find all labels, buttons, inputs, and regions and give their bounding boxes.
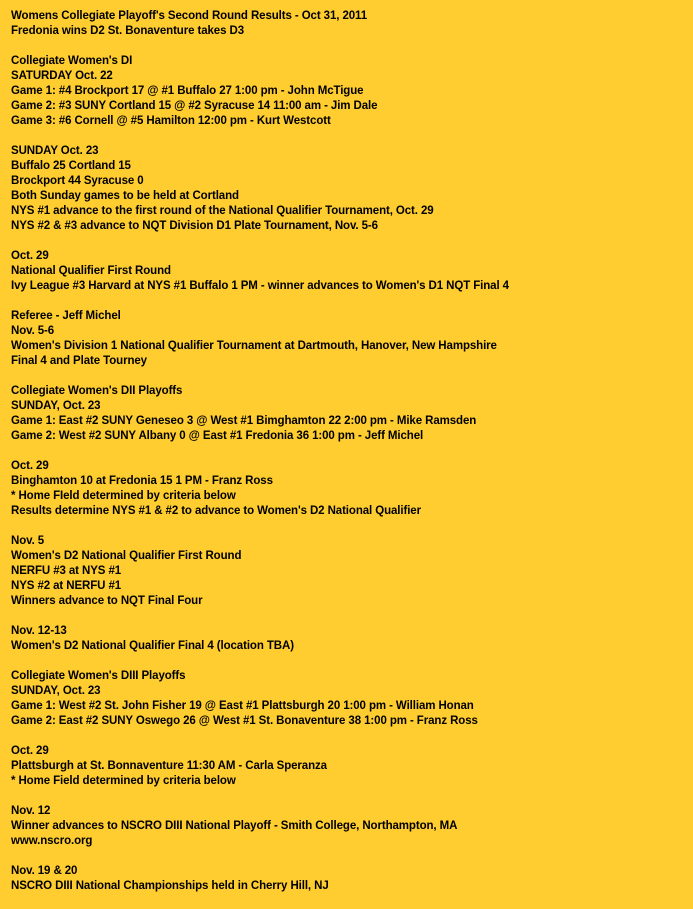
schedule-section	[11, 744, 687, 789]
text-line: NYS #1 advance to the first round of the National Qualifier Tournament, Oct. 29	[11, 205, 434, 217]
text-line: Final 4 and Plate Tourney	[11, 355, 147, 367]
text-line: Game 1: East #2 SUNY Geneseo 3 @ West #1 Bimghamton 22 2:00 pm - Mike Ramsden	[11, 415, 477, 427]
text-line: Winner advances to NSCRO DIII National Playoff - Smith College, Northampton, MA	[11, 820, 458, 832]
text-line: Winners advance to NQT Final Four	[11, 595, 203, 607]
text-line: Game 1: #4 Brockport 17 @ #1 Buffalo 27 1:00 pm - John McTigue	[11, 85, 364, 97]
schedule-section	[11, 249, 687, 294]
schedule-section	[11, 669, 687, 729]
text-line: Collegiate Women's DIII Playoffs	[11, 670, 186, 682]
schedule-section	[11, 144, 687, 234]
text-line: Collegiate Women's DII Playoffs	[11, 385, 183, 397]
schedule-section	[11, 384, 687, 444]
playoff-results-document	[11, 9, 687, 909]
text-line: Nov. 19 & 20	[11, 865, 78, 877]
text-line: Women's D2 National Qualifier Final 4 (location TBA)	[11, 640, 294, 652]
schedule-section	[11, 309, 687, 369]
text-line: Game 2: #3 SUNY Cortland 15 @ #2 Syracuse 14 11:00 am - Jim Dale	[11, 100, 378, 112]
text-line: Game 1: West #2 St. John Fisher 19 @ East #1 Plattsburgh 20 1:00 pm - William Honan	[11, 700, 474, 712]
text-line: SUNDAY, Oct. 23	[11, 400, 101, 412]
text-line: Collegiate Women's DI	[11, 55, 133, 67]
text-line: NERFU #3 at NYS #1	[11, 565, 122, 577]
text-line: * Home FIeld determined by criteria below	[11, 490, 236, 502]
text-line: * Home Field determined by criteria below	[11, 775, 236, 787]
text-line: Oct. 29	[11, 460, 49, 472]
text-line: Referee - Jeff Michel	[11, 310, 121, 322]
text-line: NSCRO DIII National Championships held in Cherry Hill, NJ	[11, 880, 329, 892]
schedule-section	[11, 459, 687, 519]
text-line: Game 2: West #2 SUNY Albany 0 @ East #1 Fredonia 36 1:00 pm - Jeff Michel	[11, 430, 424, 442]
text-line: Buffalo 25 Cortland 15	[11, 160, 131, 172]
text-line: Nov. 5	[11, 535, 45, 547]
text-line: Nov. 12-13	[11, 625, 67, 637]
text-line: Nov. 5-6	[11, 325, 55, 337]
text-line: SUNDAY Oct. 23	[11, 145, 99, 157]
text-line: Both Sunday games to be held at Cortland	[11, 190, 239, 202]
text-line: Oct. 29	[11, 745, 49, 757]
text-line: Plattsburgh at St. Bonnaventure 11:30 AM - Carla Speranza	[11, 760, 327, 772]
text-line: National Qualifier First Round	[11, 265, 171, 277]
text-line: Results determine NYS #1 & #2 to advance to Women's D2 National Qualifier	[11, 505, 421, 517]
schedule-section	[11, 804, 687, 849]
schedule-section	[11, 534, 687, 609]
text-line: Fredonia wins D2 St. Bonaventure takes D3	[11, 25, 244, 37]
page-header-block	[11, 9, 687, 39]
schedule-section	[11, 624, 687, 654]
text-line: Ivy League #3 Harvard at NYS #1 Buffalo 1 PM - winner advances to Women's D1 NQT Final 4	[11, 280, 509, 292]
text-line: Game 2: East #2 SUNY Oswego 26 @ West #1 St. Bonaventure 38 1:00 pm - Franz Ross	[11, 715, 478, 727]
text-line: Women's Division 1 National Qualifier Tournament at Dartmouth, Hanover, New Hampshire	[11, 340, 497, 352]
text-line: Binghamton 10 at Fredonia 15 1 PM - Franz Ross	[11, 475, 273, 487]
schedule-section	[11, 54, 687, 129]
text-line: NYS #2 & #3 advance to NQT Division D1 Plate Tournament, Nov. 5-6	[11, 220, 378, 232]
text-line: SUNDAY, Oct. 23	[11, 685, 101, 697]
text-line: Oct. 29	[11, 250, 49, 262]
page-title: Womens Collegiate Playoff's Second Round Results - Oct 31, 2011	[11, 10, 368, 22]
text-line: Brockport 44 Syracuse 0	[11, 175, 144, 187]
nscro-link[interactable]: www.nscro.org	[11, 835, 93, 847]
text-line: Nov. 12	[11, 805, 51, 817]
text-line: Game 3: #6 Cornell @ #5 Hamilton 12:00 pm - Kurt Westcott	[11, 115, 331, 127]
text-line: NYS #2 at NERFU #1	[11, 580, 122, 592]
schedule-section	[11, 864, 687, 894]
text-line: Women's D2 National Qualifier First Round	[11, 550, 242, 562]
text-line: SATURDAY Oct. 22	[11, 70, 113, 82]
